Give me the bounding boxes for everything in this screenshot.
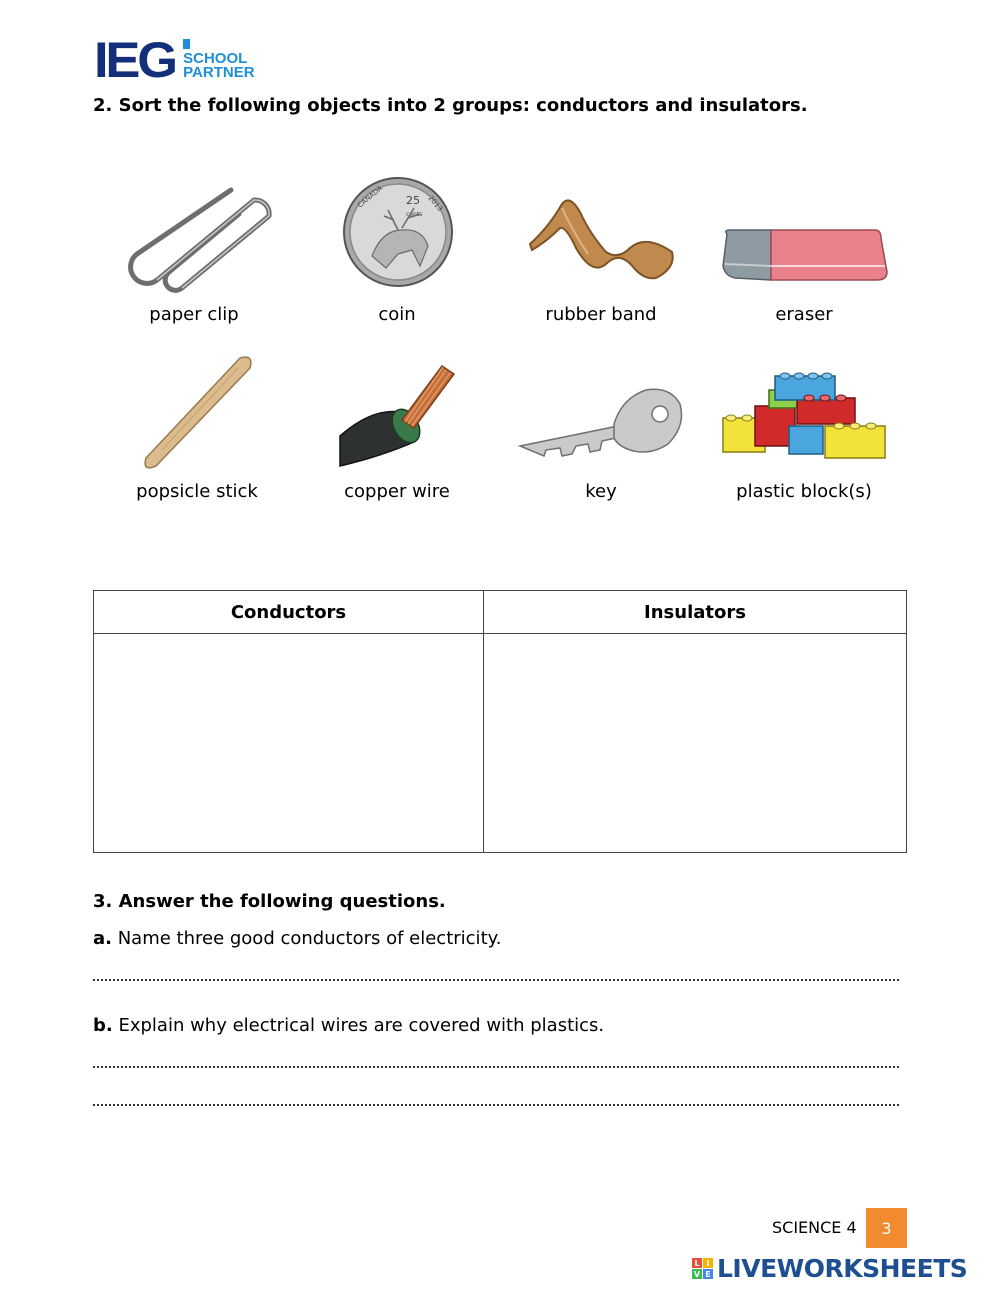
- item-rubber-band: [506, 168, 696, 325]
- logo-line-school: SCHOOL: [183, 50, 248, 67]
- logo-ieg-text: IEG: [94, 32, 175, 88]
- item-popsicle-stick: [102, 346, 292, 502]
- item-eraser: [709, 168, 899, 325]
- item-label: copper wire: [344, 481, 450, 502]
- ieg-school-partner-logo: [94, 32, 255, 88]
- eraser-icon: [709, 168, 899, 293]
- insulators-header: Insulators: [484, 591, 907, 634]
- brand-icon-letter: V: [693, 1269, 701, 1279]
- question-3-heading: 3. Answer the following questions.: [93, 891, 446, 912]
- popsicle-stick-icon: [102, 346, 292, 471]
- liveworksheets-icon: [692, 1258, 713, 1279]
- brand-icon-letter: I: [703, 1258, 713, 1268]
- copper-wire-icon: [302, 346, 492, 471]
- answer-line-3b-1[interactable]: [93, 1066, 899, 1068]
- brand-icon-letter: E: [703, 1269, 713, 1279]
- question-3b-prefix: b.: [93, 1015, 113, 1036]
- paper-clip-icon: [99, 168, 289, 293]
- question-3b: [93, 1014, 604, 1038]
- item-label: plastic block(s): [736, 481, 872, 502]
- coin-unit-text: cents: [406, 211, 423, 218]
- logo-flag-icon: [183, 39, 190, 49]
- item-copper-wire: [302, 346, 492, 502]
- coin-country-text: CANADA: [356, 184, 385, 210]
- logo-subtitle: [183, 39, 254, 80]
- item-plastic-blocks: [709, 346, 899, 502]
- item-label: popsicle stick: [136, 481, 258, 502]
- coin-icon: [302, 168, 492, 293]
- plastic-blocks-icon: [709, 346, 899, 471]
- question-3a-prefix: a.: [93, 928, 112, 949]
- brand-icon-letter: L: [692, 1258, 702, 1268]
- item-key: [506, 346, 696, 502]
- page-number-badge: 3: [866, 1208, 907, 1248]
- item-label: eraser: [775, 304, 833, 325]
- coin-value-text: 25: [406, 194, 420, 207]
- logo-line-partner: PARTNER: [183, 64, 255, 81]
- item-label: coin: [378, 304, 416, 325]
- conductors-header: Conductors: [94, 591, 484, 634]
- item-coin: [302, 168, 492, 325]
- conductors-answer-cell[interactable]: [94, 634, 484, 853]
- item-label: rubber band: [545, 304, 657, 325]
- item-paper-clip: [99, 168, 289, 325]
- question-3b-text: Explain why electrical wires are covered with plastics.: [112, 1015, 605, 1036]
- coin-year-text: 2013: [426, 194, 445, 213]
- item-label: paper clip: [149, 304, 239, 325]
- answer-line-3b-2[interactable]: [93, 1104, 899, 1106]
- insulators-answer-cell[interactable]: [484, 634, 907, 853]
- question-3a-text: Name three good conductors of electricity.: [111, 928, 502, 949]
- answer-line-3a[interactable]: [93, 979, 899, 981]
- question-3a: [93, 927, 501, 951]
- rubber-band-icon: [506, 168, 696, 293]
- key-icon: [506, 346, 696, 471]
- subject-label: SCIENCE 4: [772, 1218, 857, 1237]
- item-label: key: [585, 481, 617, 502]
- sorting-table: [93, 590, 907, 853]
- question-2-heading: 2. Sort the following objects into 2 groups: conductors and insulators.: [93, 95, 808, 116]
- liveworksheets-brand: [692, 1254, 967, 1283]
- liveworksheets-wordmark: LIVEWORKSHEETS: [717, 1254, 968, 1283]
